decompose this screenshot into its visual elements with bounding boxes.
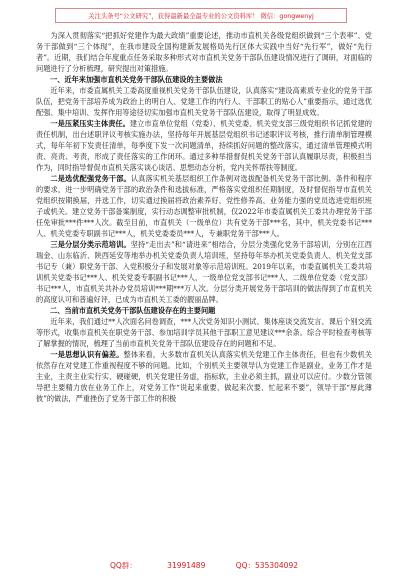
intro-paragraph: 为深入贯彻落实“把抓好党建作为最大政绩”重要论述，推动市直机关各级党组织做到“三个表率”、党务干部做到“三个体现”，在我市建设全国构建新发展格局先行区体大实践中当好“先行军”，做好“先行者”。近期，我们结合年度重点任务采取多种形式对市直机关党务干部队伍建设情况进行了调研，对面临的问题进行了分析梳理，研究提出对策措施。 [36,31,372,73]
section-1-point-2 [36,173,372,239]
section-2-heading: 二、当前市直机关党务干部队伍建设存在的主要问题 [50,306,216,315]
section-2-lead: 近年来，我们通过**人次面名问卷调查，***人次党务知识小测试、集体座谈交流发言、课后个别交流等形式，收集市直机关在职党务干部、参加培训学员其他干部职工意见建议***余条。综合平时检查考核等了解掌握的情况，梳理了当前市直机关党务干部队伍建设存在的问题和不足。 [36,317,372,348]
contact-footer: QQ群： 31991489 QQ：535304092 [109,561,298,570]
point-title: 二是选优配强党务干部。 [50,174,131,183]
promo-banner: 关注头条号“公文研究”，获得最新最全最专业的公文资料库！ 微信：gongwenyj [55,8,347,23]
point-body: 整体来看，大多数市直机关认真落实机关党建工作主体责任，但也有少数机关依然存在对党建工作重视程度不够的问题。比如，个别机关主要领导认为党建工作是副业，业务工作才是主业，主责主业实行实、硬碰硬，机关党建任务虚，指标软，主业必须主抓，副业可以应付。少数分管领导把主要精力放在业务工作上，对党务工作“说起来重要、做起来次要、忙起来不要”，领导干部“厚此薄彼”的做法，严重挫伤了党务干部工作的积极 [36,350,372,403]
point-title: 三是分层分类示范培训。 [50,240,131,249]
point-body: 建立市直单位党组（党委）、机关党委、机关党支部三级党组织书记抓党建的责任机制，出台述职评议考核实施办法，坚持每年开展基层党组织书记述职评议考核，推行清单制管理模式，每年年初下发责任清单，每季度下发一次问题清单，持续抓好问题的整改落实，通过清单管理模式明责、亮责、考责，形成了责任落实的工作闭环。通过多种举措督促机关党务干部认真履职尽责，积极担当作为，同时指导督促市直机关落实谈心谈话、思想动态分析，党内关怀帮扶等制度。 [36,119,372,172]
point-body: 认真落实机关基层组织工作条例对选拔配备机关党务干部比例、条件和程序的要求，进一步明确党务干部的政治条件和选拔标准，严格落实党组织任期制度，及时督促指导市直机关党组织按期换届，并选工作，切实通过换届将政治素养好、党性修养高、业务能力强的党员选进党组织班子或机关。建立党务干部备案制度，实行动态调整审批机制，仅2022年市委直属机关工委共办理党务干部任免审批***件***人次。截至目前，市直机关（一级单位）共有党务干部***名，其中，机关党委书记***人、机关党委专职副书记***人，机关党委委员***人，专兼职党务干部***人。 [36,174,372,238]
section-1-lead: 近年来，市委直属机关工委高度重视机关党务干部队伍建设，认真落实“建设高素质专业化的党务干部队伍，把党务干部培养成为政治上的明白人、党建工作的内行人、干部职工的贴心人”重要指示，通过选优配强、集中培训、发挥作用等途径切实加强市直机关党务干部队伍建设，取得了明显成效。 [36,86,372,117]
document-body [36,30,372,404]
point-title: 一是思想认识有偏差。 [50,350,124,359]
section-1-point-1 [36,118,372,173]
section-1-point-3 [36,239,372,305]
section-1-heading: 一、近年来加强市直机关党务干部队伍建设的主要做法 [50,75,223,84]
point-body: 坚持“走出去”和“请进来”相结合，分层分类强化党务干部培训，分别在江西瑞金、山东临沂、陕西延安等地举办机关党委负责人培训班，坚持每年举办机关党委负责人、机关党支部书记专（兼）职党务干部、入党积极分子和发展对象等示范培训班。2019年以来，市委直属机关工委共培训机关党委书记***人、机关党委专职副书记***人、一级单位党支部书记***人、二级单位党委（党支部）书记***人，市直机关共补办党员培训***期***万人次。分层分类开展党务干部培训的做法得到了市直机关的高度认可和普遍好评，已成为市直机关工委的靓丽品牌。 [36,240,372,304]
section-2-point-1 [36,349,372,404]
point-title: 一是压紧压实主体责任。 [50,119,130,128]
